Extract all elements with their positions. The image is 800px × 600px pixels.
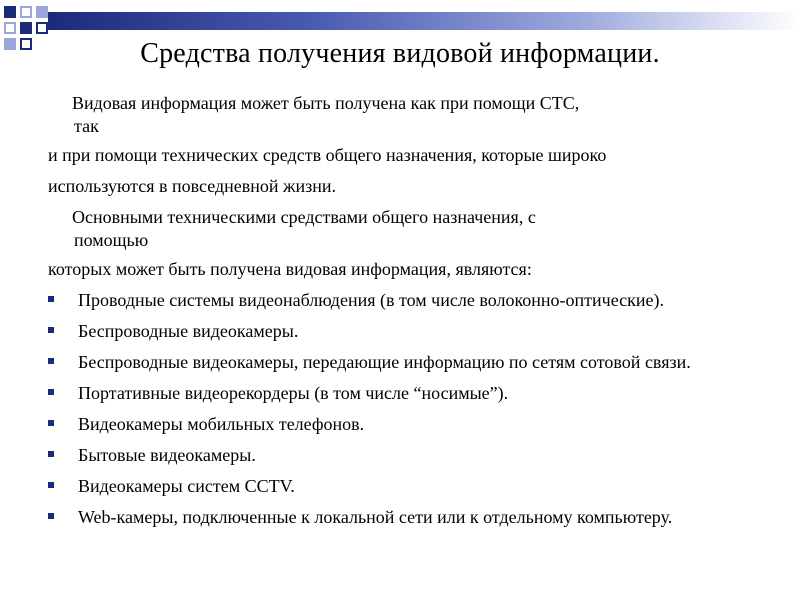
text-line: используются в повседневной жизни. [48, 176, 336, 196]
list-item: Проводные системы видеонаблюдения (в том числе волоконно-оптические). [48, 289, 750, 312]
bullet-square-icon [48, 327, 54, 333]
decor-square [36, 6, 48, 18]
paragraph-intro-end [48, 175, 750, 198]
decor-square [4, 6, 16, 18]
text-line: и при помощи технических средств общего назначения, которые широко [48, 145, 607, 165]
list-item: Видеокамеры систем CCTV. [48, 475, 750, 498]
text-line: которых может быть получена видовая информация, являются: [48, 259, 532, 279]
header-gradient-bar [48, 12, 800, 30]
text-line: Видовая информация может быть получена как при помощи СТС, [72, 93, 580, 113]
paragraph-means-cont [48, 258, 750, 281]
decor-square [4, 22, 16, 34]
list-item: Беспроводные видеокамеры. [48, 320, 750, 343]
bullet-square-icon [48, 451, 54, 457]
bullet-square-icon [48, 296, 54, 302]
list-item: Web-камеры, подключенные к локальной сети или к отдельному компьютеру. [48, 506, 750, 529]
list-item: Видеокамеры мобильных телефонов. [48, 413, 750, 436]
list-item: Портативные видеорекордеры (в том числе “носимые”). [48, 382, 750, 405]
slide-body [48, 92, 750, 537]
decor-square [20, 22, 32, 34]
bullet-square-icon [48, 482, 54, 488]
paragraph-means [48, 206, 750, 252]
bullet-square-icon [48, 389, 54, 395]
bullet-square-icon [48, 358, 54, 364]
text-line: помощью [74, 230, 149, 250]
text-line: Основными техническими средствами общего назначения, с [72, 207, 536, 227]
paragraph-intro-cont [48, 144, 750, 167]
text-line: так [74, 116, 99, 136]
list-item: Беспроводные видеокамеры, передающие информацию по сетям сотовой связи. [48, 351, 750, 374]
paragraph-intro [48, 92, 750, 138]
bullet-square-icon [48, 420, 54, 426]
bullet-square-icon [48, 513, 54, 519]
slide-title: Средства получения видовой информации. [140, 38, 660, 69]
list-item: Бытовые видеокамеры. [48, 444, 750, 467]
decor-square [36, 22, 48, 34]
decor-square [20, 6, 32, 18]
bullet-list [48, 289, 750, 529]
